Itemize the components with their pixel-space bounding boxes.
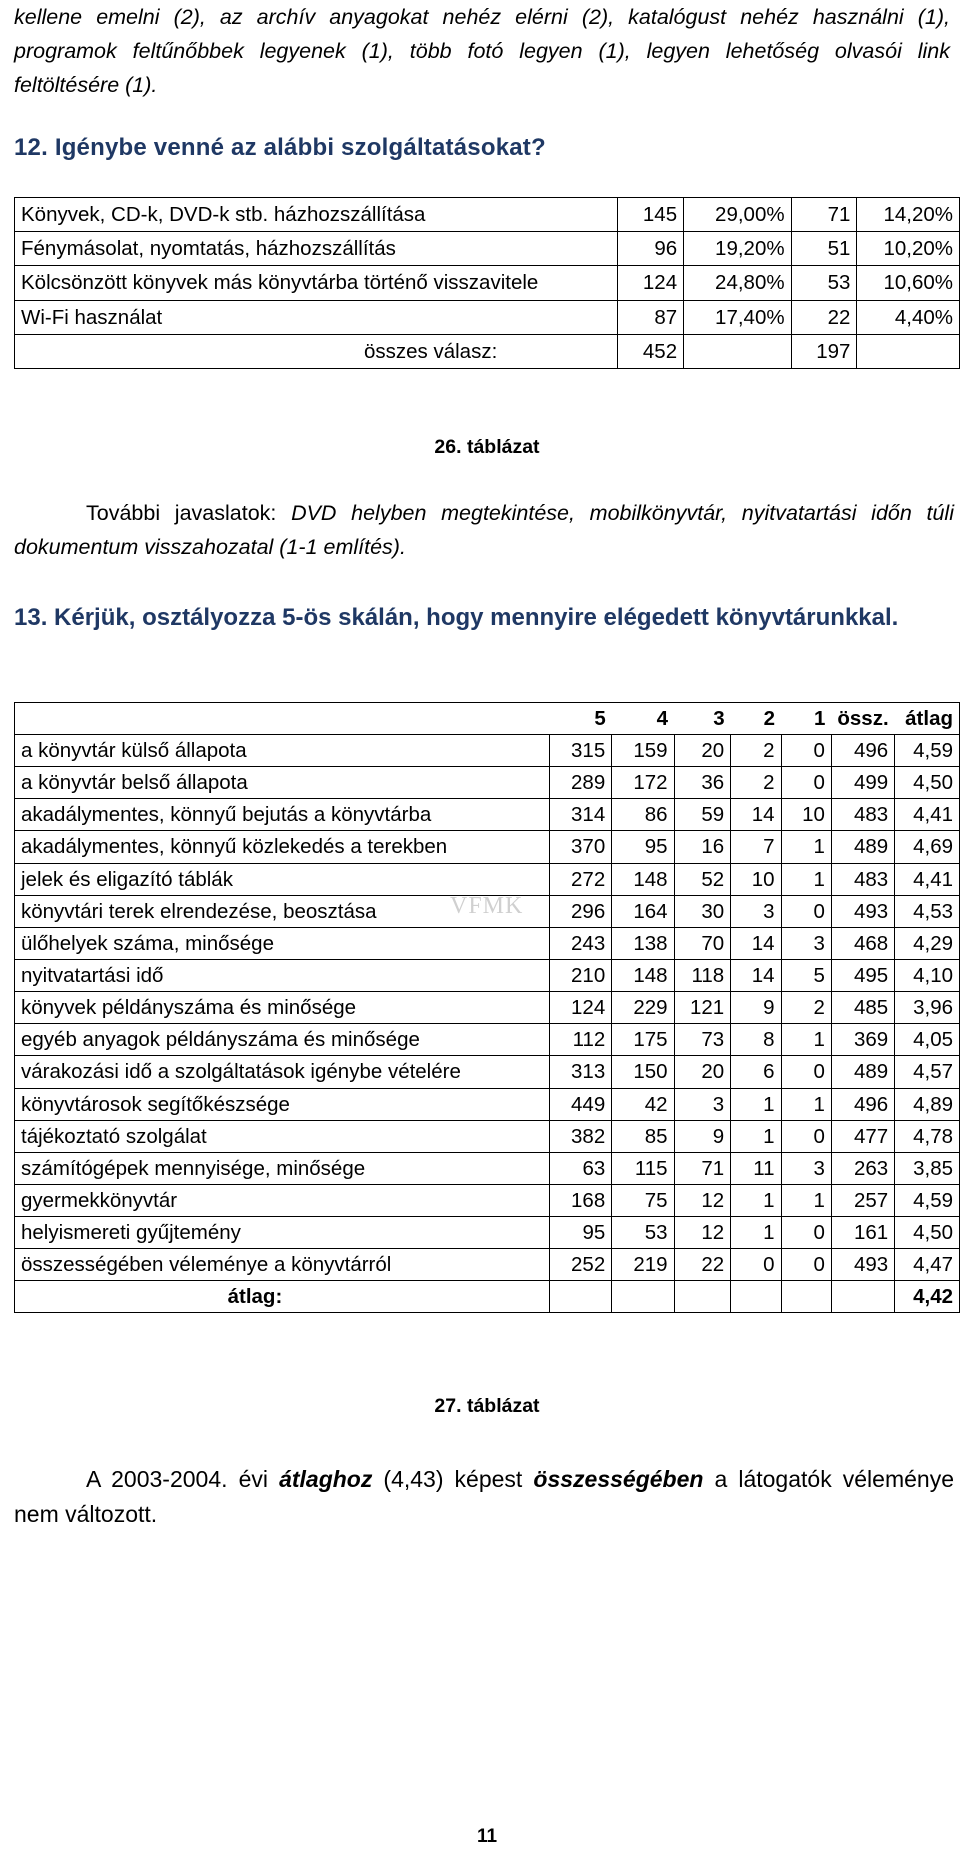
table-row: [15, 232, 960, 266]
table-row: [15, 767, 960, 799]
empty-cell: [674, 1281, 731, 1313]
value-cell: 4,57: [895, 1056, 960, 1089]
value-cell: 8: [731, 1024, 781, 1056]
criterion-label: a könyvtár belső állapota: [15, 767, 550, 799]
value-cell: 4,78: [895, 1121, 960, 1153]
table-row: [15, 1217, 960, 1249]
value-cell: 86: [612, 799, 674, 831]
table-row: [15, 928, 960, 960]
table-row: [15, 1121, 960, 1153]
satisfaction-table: [14, 702, 960, 1313]
value-cell: 14: [731, 928, 781, 960]
conclusion-emphasis-2: összességében: [533, 1466, 704, 1492]
value-cell: 489: [831, 1056, 894, 1089]
value-cell: 4,29: [895, 928, 960, 960]
value-cell: 499: [831, 767, 894, 799]
percent-cell: 17,40%: [684, 301, 791, 335]
total-row: [15, 335, 960, 369]
value-cell: 2: [731, 767, 781, 799]
criterion-label: ülőhelyek száma, minősége: [15, 928, 550, 960]
value-cell: 70: [674, 928, 731, 960]
value-cell: 315: [549, 735, 611, 767]
empty-cell: [857, 335, 960, 369]
value-cell: 164: [612, 896, 674, 928]
value-cell: 1: [731, 1089, 781, 1121]
value-cell: 257: [831, 1185, 894, 1217]
intro-paragraph: kellene emelni (2), az archív anyagokat nehéz elérni (2), katalógust nehéz használni (1), programok feltűnőbbek legyenek (1), több fotó legyen (1), legyen lehetőség olvasói link feltöltésére (1).: [14, 5, 950, 97]
column-header: össz.: [831, 703, 894, 735]
value-cell: 9: [674, 1121, 731, 1153]
criterion-label: könyvtárosok segítőkészsége: [15, 1089, 550, 1121]
value-cell: 3: [781, 928, 831, 960]
criterion-label: nyitvatartási idő: [15, 960, 550, 992]
table-row: [15, 1056, 960, 1089]
value-cell: 148: [612, 960, 674, 992]
column-header: átlag: [895, 703, 960, 735]
value-cell: 95: [549, 1217, 611, 1249]
value-cell: 495: [831, 960, 894, 992]
column-header: 4: [612, 703, 674, 735]
suggestions-prefix: További javaslatok:: [86, 501, 292, 525]
value-cell: 4,41: [895, 864, 960, 896]
table-row: [15, 1089, 960, 1121]
value-cell: 121: [674, 992, 731, 1024]
value-cell: 2: [781, 992, 831, 1024]
criterion-label: a könyvtár külső állapota: [15, 735, 550, 767]
percent-cell: 4,40%: [857, 301, 960, 335]
conclusion-paragraph: [14, 1462, 954, 1532]
table-row: [15, 960, 960, 992]
empty-cell: [731, 1281, 781, 1313]
conclusion-text-1: A 2003-2004. évi: [86, 1466, 280, 1492]
services-table: [14, 197, 960, 369]
header-row: [15, 703, 960, 735]
count-cell: 96: [618, 232, 684, 266]
value-cell: 483: [831, 799, 894, 831]
value-cell: 52: [674, 864, 731, 896]
value-cell: 4,50: [895, 767, 960, 799]
percent-cell: 10,60%: [857, 266, 960, 301]
service-label: Kölcsönzött könyvek más könyvtárba történő visszavitele: [15, 266, 618, 301]
value-cell: 2: [731, 735, 781, 767]
total-count-cell: 452: [618, 335, 684, 369]
table-row: [15, 1024, 960, 1056]
document-page: [14, 0, 960, 1852]
empty-cell: [549, 1281, 611, 1313]
value-cell: 493: [831, 1249, 894, 1281]
criterion-label: várakozási idő a szolgáltatások igénybe vételére: [15, 1056, 550, 1089]
table-row: [15, 864, 960, 896]
value-cell: 370: [549, 831, 611, 864]
value-cell: 313: [549, 1056, 611, 1089]
value-cell: 382: [549, 1121, 611, 1153]
value-cell: 4,41: [895, 799, 960, 831]
value-cell: 468: [831, 928, 894, 960]
value-cell: 0: [781, 735, 831, 767]
value-cell: 252: [549, 1249, 611, 1281]
value-cell: 95: [612, 831, 674, 864]
table-row: [15, 1185, 960, 1217]
value-cell: 1: [731, 1217, 781, 1249]
value-cell: 483: [831, 864, 894, 896]
value-cell: 3: [781, 1153, 831, 1185]
service-label: Könyvek, CD-k, DVD-k stb. házhozszállítása: [15, 198, 618, 232]
value-cell: 3: [674, 1089, 731, 1121]
table-row: [15, 799, 960, 831]
conclusion-text-3: a látogatók véleménye nem változott.: [14, 1466, 954, 1527]
count-cell: 87: [618, 301, 684, 335]
value-cell: 59: [674, 799, 731, 831]
table-row: [15, 831, 960, 864]
value-cell: 0: [781, 1121, 831, 1153]
value-cell: 30: [674, 896, 731, 928]
page-number: 11: [476, 1826, 498, 1847]
value-cell: 493: [831, 896, 894, 928]
value-cell: 4,53: [895, 896, 960, 928]
criterion-label: számítógépek mennyisége, minősége: [15, 1153, 550, 1185]
value-cell: 296: [549, 896, 611, 928]
table-row: [15, 1153, 960, 1185]
criterion-label: akadálymentes, könnyű közlekedés a terekben: [15, 831, 550, 864]
table-row: [15, 198, 960, 232]
table-row: [15, 1249, 960, 1281]
value-cell: 210: [549, 960, 611, 992]
criterion-label: jelek és eligazító táblák: [15, 864, 550, 896]
value-cell: 5: [781, 960, 831, 992]
value-cell: 3,96: [895, 992, 960, 1024]
percent-cell: 10,20%: [857, 232, 960, 266]
value-cell: 1: [781, 831, 831, 864]
criterion-label: akadálymentes, könnyű bejutás a könyvtárba: [15, 799, 550, 831]
value-cell: 4,89: [895, 1089, 960, 1121]
question-13-heading: 13. Kérjük, osztályozza 5-ös skálán, hogy mennyire elégedett könyvtárunkkal.: [14, 604, 899, 631]
value-cell: 0: [781, 767, 831, 799]
suggestions-paragraph: [14, 496, 954, 564]
count-cell: 71: [791, 198, 857, 232]
value-cell: 10: [731, 864, 781, 896]
value-cell: 71: [674, 1153, 731, 1185]
value-cell: 4,59: [895, 1185, 960, 1217]
value-cell: 496: [831, 735, 894, 767]
value-cell: 4,69: [895, 831, 960, 864]
value-cell: 22: [674, 1249, 731, 1281]
suggestions-list: DVD helyben megtekintése, mobilkönyvtár, nyitvatartási időn túli dokumentum visszahozatal (1-1 említés).: [14, 501, 954, 559]
value-cell: 1: [781, 1089, 831, 1121]
empty-cell: [781, 1281, 831, 1313]
count-cell: 22: [791, 301, 857, 335]
value-cell: 272: [549, 864, 611, 896]
value-cell: 1: [731, 1185, 781, 1217]
value-cell: 477: [831, 1121, 894, 1153]
empty-header-cell: [15, 703, 550, 735]
value-cell: 4,05: [895, 1024, 960, 1056]
value-cell: 53: [612, 1217, 674, 1249]
value-cell: 4,10: [895, 960, 960, 992]
value-cell: 1: [731, 1121, 781, 1153]
value-cell: 63: [549, 1153, 611, 1185]
value-cell: 219: [612, 1249, 674, 1281]
criterion-label: tájékoztató szolgálat: [15, 1121, 550, 1153]
value-cell: 150: [612, 1056, 674, 1089]
value-cell: 0: [781, 1217, 831, 1249]
value-cell: 148: [612, 864, 674, 896]
value-cell: 42: [612, 1089, 674, 1121]
table-row: [15, 266, 960, 301]
count-cell: 124: [618, 266, 684, 301]
value-cell: 168: [549, 1185, 611, 1217]
value-cell: 175: [612, 1024, 674, 1056]
table-row: [15, 992, 960, 1024]
conclusion-emphasis-1: átlaghoz: [279, 1466, 373, 1492]
value-cell: 449: [549, 1089, 611, 1121]
value-cell: 7: [731, 831, 781, 864]
value-cell: 0: [781, 896, 831, 928]
value-cell: 14: [731, 960, 781, 992]
value-cell: 243: [549, 928, 611, 960]
value-cell: 496: [831, 1089, 894, 1121]
criterion-label: könyvtári terek elrendezése, beosztása: [15, 896, 550, 928]
percent-cell: 24,80%: [684, 266, 791, 301]
empty-cell: [684, 335, 791, 369]
percent-cell: 14,20%: [857, 198, 960, 232]
value-cell: 1: [781, 1024, 831, 1056]
value-cell: 289: [549, 767, 611, 799]
value-cell: 6: [731, 1056, 781, 1089]
value-cell: 4,50: [895, 1217, 960, 1249]
value-cell: 4,47: [895, 1249, 960, 1281]
service-label: Wi-Fi használat: [15, 301, 618, 335]
value-cell: 229: [612, 992, 674, 1024]
value-cell: 1: [781, 1185, 831, 1217]
value-cell: 12: [674, 1185, 731, 1217]
table-row: [15, 301, 960, 335]
table-26-caption: 26. táblázat: [434, 436, 540, 458]
service-label: Fénymásolat, nyomtatás, házhozszállítás: [15, 232, 618, 266]
count-cell: 51: [791, 232, 857, 266]
value-cell: 3,85: [895, 1153, 960, 1185]
value-cell: 10: [781, 799, 831, 831]
count-cell: 145: [618, 198, 684, 232]
value-cell: 3: [731, 896, 781, 928]
value-cell: 11: [731, 1153, 781, 1185]
empty-cell: [831, 1281, 894, 1313]
table-27-caption: 27. táblázat: [434, 1395, 540, 1417]
column-header: 1: [781, 703, 831, 735]
count-cell: 53: [791, 266, 857, 301]
value-cell: 485: [831, 992, 894, 1024]
value-cell: 115: [612, 1153, 674, 1185]
empty-cell: [612, 1281, 674, 1313]
question-12-heading: 12. Igénybe venné az alábbi szolgáltatásokat?: [14, 134, 546, 161]
value-cell: 112: [549, 1024, 611, 1056]
criterion-label: gyermekkönyvtár: [15, 1185, 550, 1217]
criterion-label: könyvek példányszáma és minősége: [15, 992, 550, 1024]
value-cell: 138: [612, 928, 674, 960]
value-cell: 75: [612, 1185, 674, 1217]
total-label: összes válasz:: [15, 335, 618, 369]
value-cell: 0: [731, 1249, 781, 1281]
value-cell: 36: [674, 767, 731, 799]
value-cell: 9: [731, 992, 781, 1024]
value-cell: 73: [674, 1024, 731, 1056]
value-cell: 20: [674, 735, 731, 767]
value-cell: 159: [612, 735, 674, 767]
percent-cell: 29,00%: [684, 198, 791, 232]
column-header: 5: [549, 703, 611, 735]
average-value: 4,42: [895, 1281, 960, 1313]
value-cell: 263: [831, 1153, 894, 1185]
value-cell: 16: [674, 831, 731, 864]
percent-cell: 19,20%: [684, 232, 791, 266]
value-cell: 118: [674, 960, 731, 992]
value-cell: 4,59: [895, 735, 960, 767]
conclusion-text-2: (4,43) képest: [372, 1466, 534, 1492]
column-header: 3: [674, 703, 731, 735]
criterion-label: egyéb anyagok példányszáma és minősége: [15, 1024, 550, 1056]
criterion-label: helyismereti gyűjtemény: [15, 1217, 550, 1249]
total-count-cell: 197: [791, 335, 857, 369]
value-cell: 0: [781, 1056, 831, 1089]
value-cell: 20: [674, 1056, 731, 1089]
value-cell: 0: [781, 1249, 831, 1281]
average-label: átlag:: [15, 1281, 550, 1313]
average-row: [15, 1281, 960, 1313]
watermark-logo: VFMK: [450, 893, 524, 919]
value-cell: 1: [781, 864, 831, 896]
value-cell: 172: [612, 767, 674, 799]
value-cell: 85: [612, 1121, 674, 1153]
criterion-label: összességében véleménye a könyvtárról: [15, 1249, 550, 1281]
column-header: 2: [731, 703, 781, 735]
value-cell: 12: [674, 1217, 731, 1249]
value-cell: 14: [731, 799, 781, 831]
value-cell: 489: [831, 831, 894, 864]
value-cell: 124: [549, 992, 611, 1024]
value-cell: 161: [831, 1217, 894, 1249]
value-cell: 314: [549, 799, 611, 831]
table-row: [15, 735, 960, 767]
value-cell: 369: [831, 1024, 894, 1056]
